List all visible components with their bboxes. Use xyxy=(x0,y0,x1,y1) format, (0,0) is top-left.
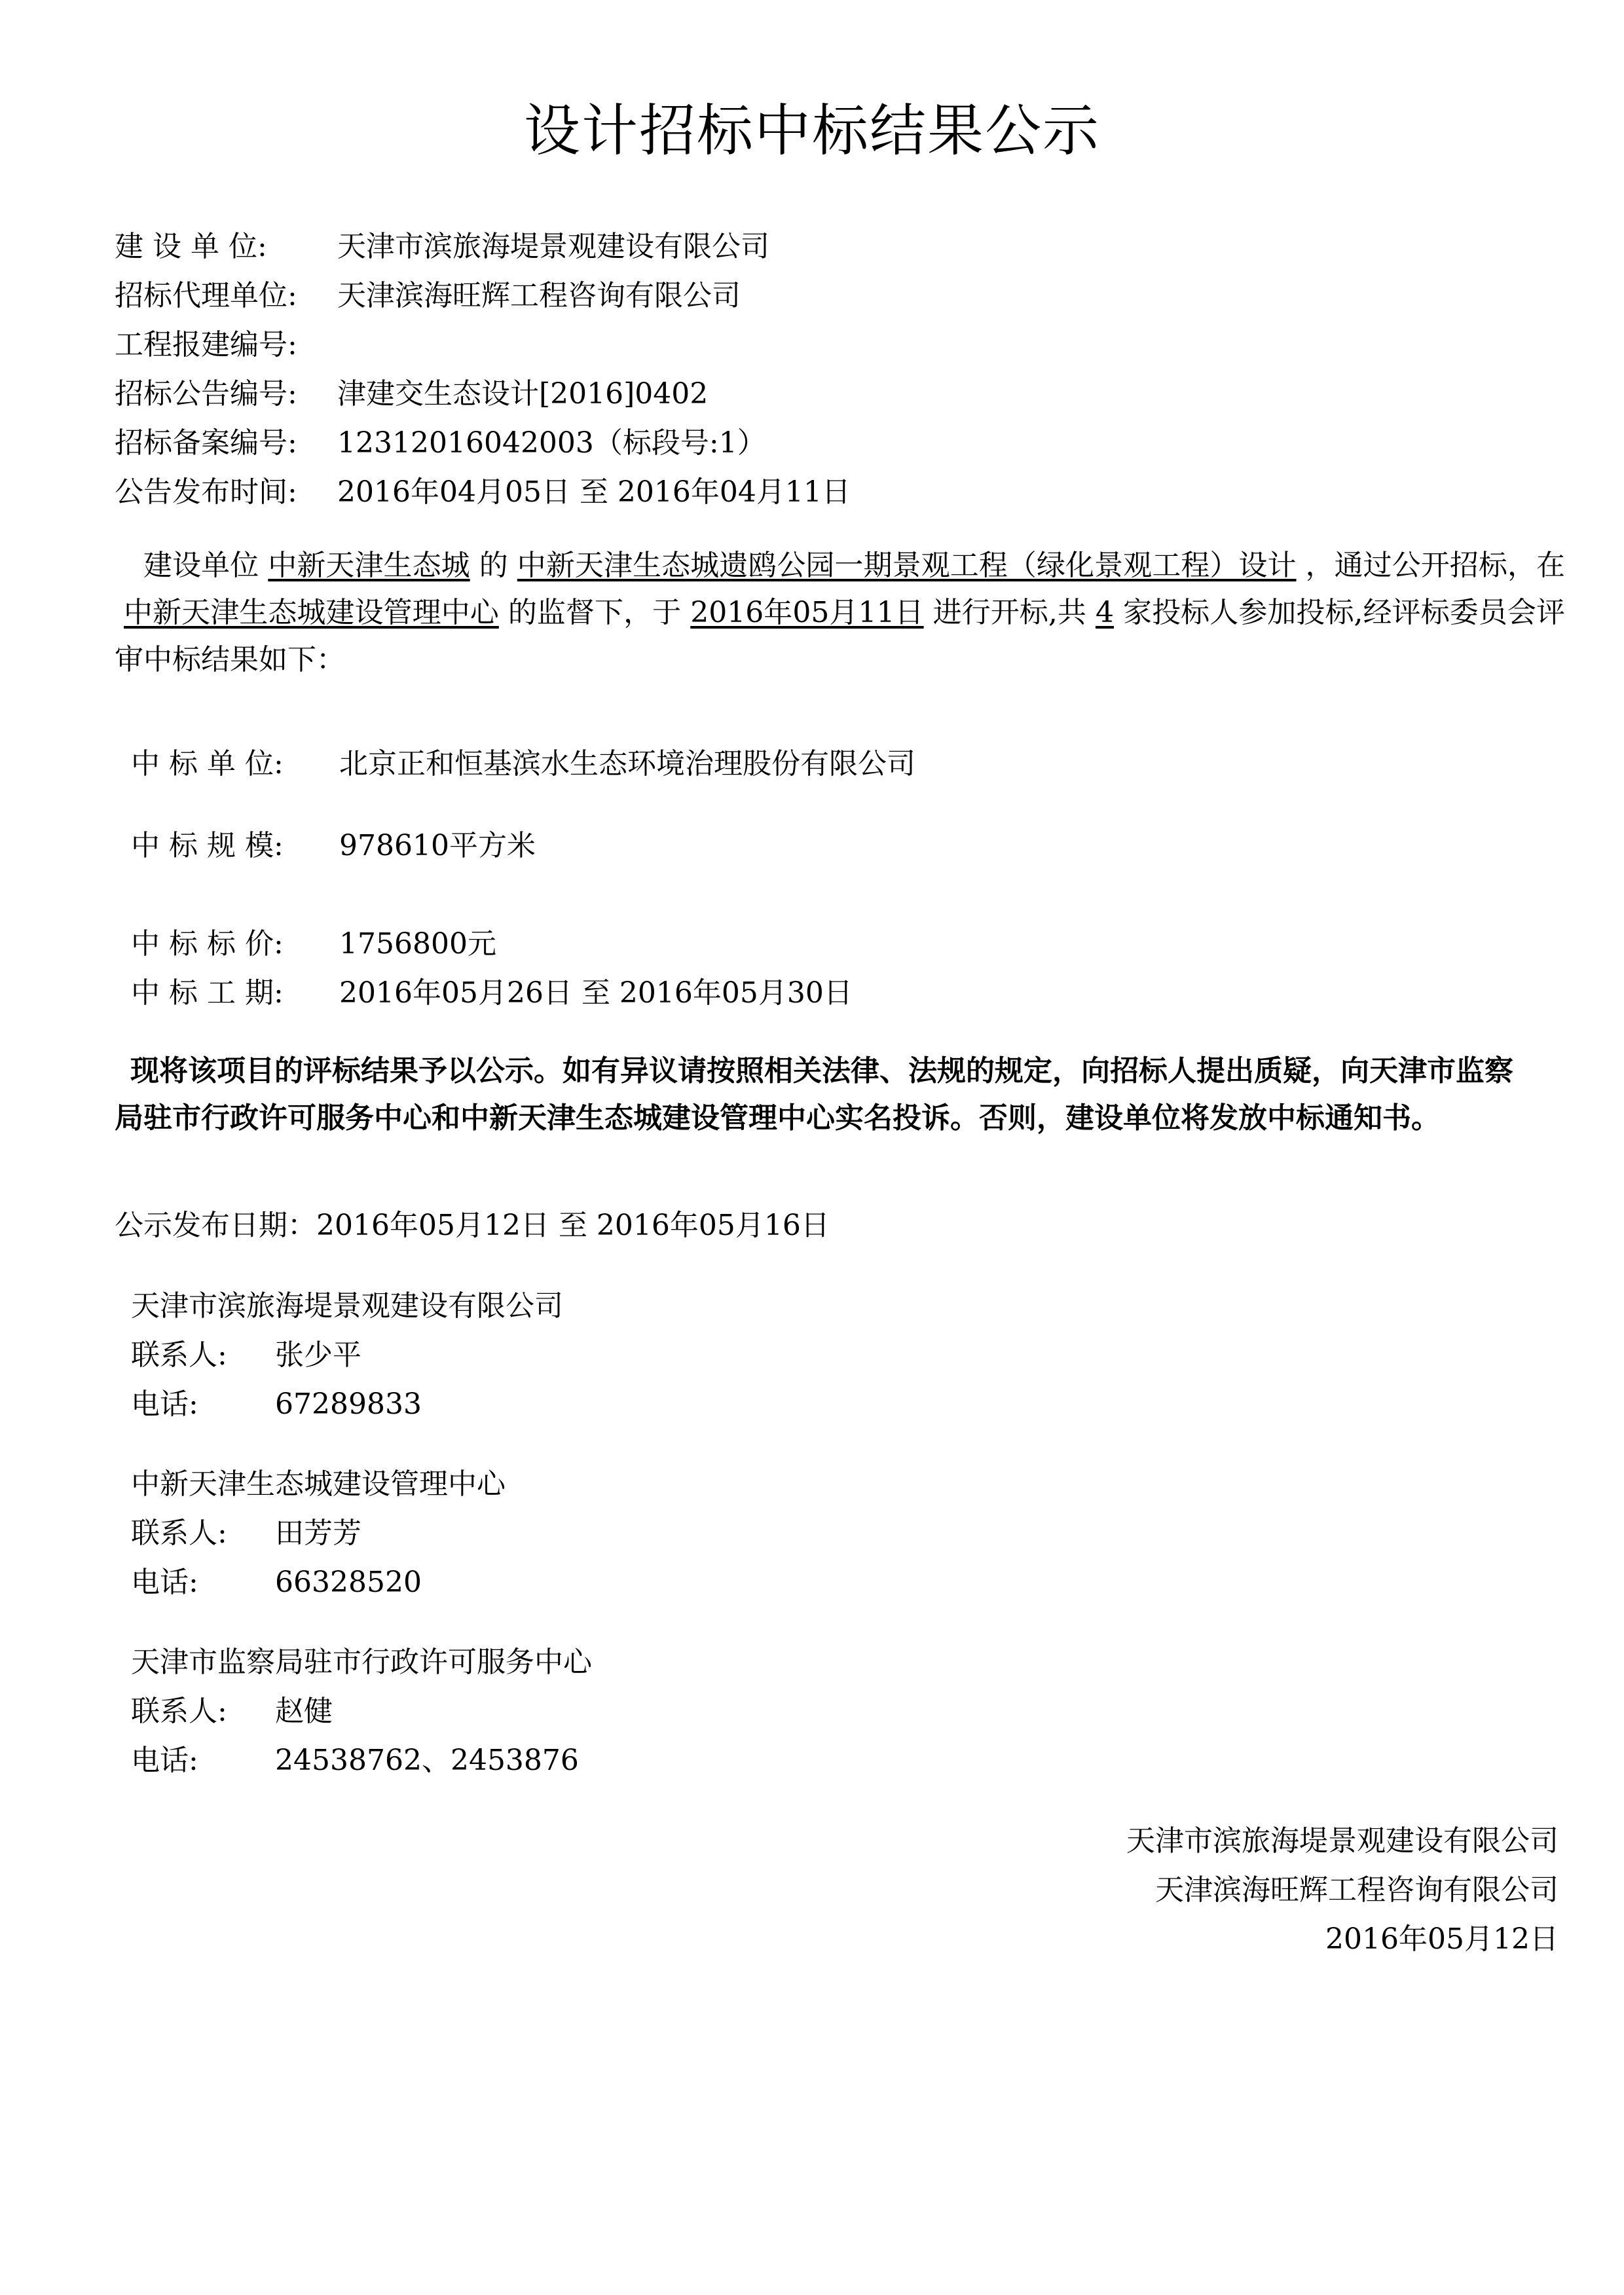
contact-person: 赵健 xyxy=(275,1695,333,1728)
info-value: 津建交生态设计[2016]0402 xyxy=(337,377,709,411)
info-value: 12312016042003（标段号:1） xyxy=(337,426,766,460)
signature-org: 天津市滨旅海堤景观建设有限公司 xyxy=(1126,1824,1559,1858)
contact-phone: 24538762、2453876 xyxy=(275,1744,579,1777)
paragraph-text: 家投标人参加投标,经评标委员会评审中标结果如下： xyxy=(115,596,1565,676)
contact-phone-row xyxy=(131,1380,422,1422)
page-title: 设计招标中标结果公示 xyxy=(524,98,1100,164)
paragraph-text: 的 xyxy=(479,549,508,582)
contact-person: 田芳芳 xyxy=(275,1516,361,1550)
supervisor-name: 中新天津生态城建设管理中心 xyxy=(124,596,499,629)
info-label: 招标公告编号: xyxy=(115,377,297,411)
result-value: 978610平方米 xyxy=(339,829,536,862)
project-name: 中新天津生态城遗鸥公园一期景观工程（绿化景观工程）设计 xyxy=(517,549,1297,582)
paragraph-text: 的监督下，于 xyxy=(507,596,682,629)
result-price xyxy=(131,920,496,962)
info-row-registration-no xyxy=(115,321,337,363)
contact-person: 张少平 xyxy=(275,1338,361,1372)
paragraph-text: ，通过公开招标，在 xyxy=(1305,549,1566,582)
contact-person-label: 联系人: xyxy=(131,1338,227,1372)
contact-org: 天津市监察局驻市行政许可服务中心 xyxy=(131,1645,592,1679)
info-label: 工程报建编号: xyxy=(115,328,297,361)
info-value: 天津市滨旅海堤景观建设有限公司 xyxy=(337,230,769,263)
result-period xyxy=(131,969,853,1011)
owner-name: 中新天津生态城 xyxy=(268,549,470,582)
result-value: 1756800元 xyxy=(339,927,496,961)
result-label: 中 标 单 位: xyxy=(131,747,284,780)
contact-phone-row xyxy=(131,1736,579,1778)
info-label: 建 设 单 位: xyxy=(115,230,267,263)
info-row-notice-period xyxy=(115,468,851,510)
contact-phone-row xyxy=(131,1558,422,1600)
contact-phone-label: 电话: xyxy=(131,1566,198,1599)
paragraph-text: 进行开标,共 xyxy=(932,596,1086,629)
result-label: 中 标 标 价: xyxy=(131,927,284,961)
info-row-filing-no xyxy=(115,419,766,461)
info-label: 公告发布时间: xyxy=(115,475,297,509)
signature-org: 天津滨海旺辉工程咨询有限公司 xyxy=(1155,1873,1559,1907)
publish-period: 公示发布日期：2016年05月12日 至 2016年05月16日 xyxy=(115,1209,830,1242)
paragraph-text: 建设单位 xyxy=(143,549,259,582)
info-value: 2016年04月05日 至 2016年04月11日 xyxy=(337,475,851,509)
contact-org: 天津市滨旅海堤景观建设有限公司 xyxy=(131,1289,563,1323)
contact-person-row xyxy=(131,1687,333,1729)
bidder-count: 4 xyxy=(1095,596,1114,629)
contact-person-label: 联系人: xyxy=(131,1516,227,1550)
contact-phone: 66328520 xyxy=(275,1566,422,1599)
info-value: 天津滨海旺辉工程咨询有限公司 xyxy=(337,279,741,312)
contact-org: 中新天津生态城建设管理中心 xyxy=(131,1467,506,1501)
contact-phone-label: 电话: xyxy=(131,1387,198,1421)
contact-phone-label: 电话: xyxy=(131,1744,198,1777)
info-label: 招标备案编号: xyxy=(115,426,297,460)
info-label: 招标代理单位: xyxy=(115,279,297,312)
contact-person-row xyxy=(131,1331,361,1373)
contact-person-label: 联系人: xyxy=(131,1695,227,1728)
contact-phone: 67289833 xyxy=(275,1387,422,1421)
result-value: 2016年05月26日 至 2016年05月30日 xyxy=(339,976,853,1010)
intro-paragraph xyxy=(115,542,1565,684)
open-date: 2016年05月11日 xyxy=(690,596,924,629)
info-row-agency xyxy=(115,272,741,314)
result-scale xyxy=(131,822,536,864)
objection-notice: 现将该项目的评标结果予以公示。如有异议请按照相关法律、法规的规定，向招标人提出质疑，向天津市监察局驻市行政许可服务中心和中新天津生态城建设管理中心实名投诉。否则，建设单位将发放中标通知书。 xyxy=(115,1054,1513,1135)
result-label: 中 标 规 模: xyxy=(131,829,284,862)
info-row-owner xyxy=(115,223,769,265)
contact-person-row xyxy=(131,1509,361,1551)
result-label: 中 标 工 期: xyxy=(131,976,284,1010)
signature-date: 2016年05月12日 xyxy=(1325,1922,1559,1956)
result-value: 北京正和恒基滨水生态环境治理股份有限公司 xyxy=(339,747,915,780)
info-row-notice-no xyxy=(115,370,708,412)
result-winner xyxy=(131,740,915,782)
